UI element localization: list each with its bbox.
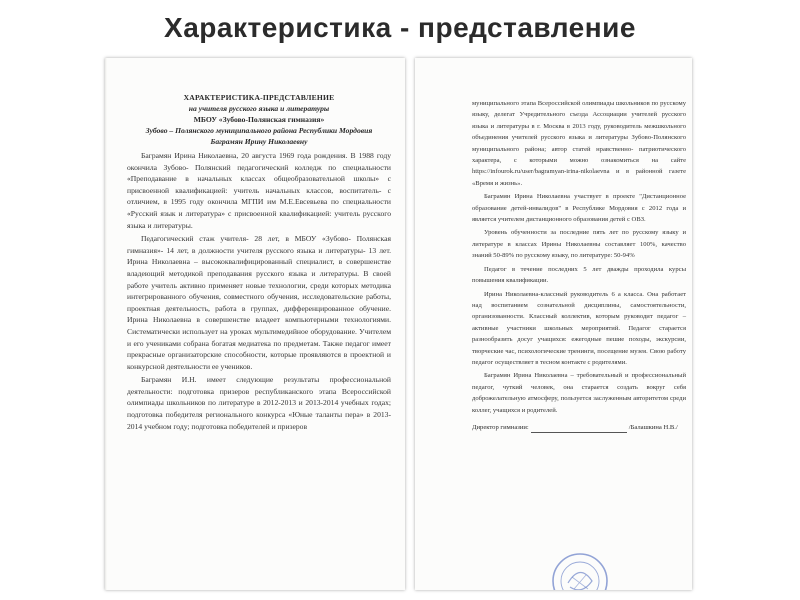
document-page-left (105, 58, 405, 590)
district-name: Зубово – Полянского муниципального района Республики Мордовия (145, 126, 373, 135)
right-page-content (472, 98, 686, 433)
document-subheading: на учителя русского языка и литературы (188, 104, 330, 113)
slide-title: Характеристика - представление (164, 12, 636, 43)
paragraph-results: Баграмян И.Н. имеет следующие результаты профессиональной деятельности: подготовка призеров республиканского этапа Всероссийской олимпиады школьников по литературе в 2012-2013 и 2013-2014 учебных годах; подготовка победителя регионального конкурса «Юные таланты пера» в 2013-2014 учебном году; подготовка победителей и призеров (127, 375, 391, 431)
left-page-content (127, 92, 391, 434)
paragraph-biography: Баграмян Ирина Николаевна, 20 августа 1969 года рождения. В 1988 году окончила Зубово- Полянский педагогический колледж по специальности «Преподавание в начальных классах общеобразовательной школы» с присвоенной квалификацией: учитель начальных классов, воспитатель- с отличием, в 1995 году окончила МГПИ им М.Е.Евсевьева по специальности «Русский язык и литература» с присвоенной квалификацией: учитель русского языка и литературы. (127, 151, 391, 230)
school-name: МБОУ «Зубово-Полянская гимназия» (193, 115, 325, 124)
paragraph-qualification: Педагог в течение последних 5 лет дважды проходила курсы повышения квалификации. (472, 265, 686, 285)
teacher-name: Баграмян Ирину Николаевну (210, 137, 308, 146)
paragraph-distance-education: Баграмян Ирина Николаевна участвует в проекте "Дистанционное образование детей-инвалидов" в Республике Мордовия с 2012 года и является учителем дистанционного образования детей с ОВЗ. (472, 193, 686, 224)
paragraph-conclusion: Баграмян Ирина Николаевна – требовательный и профессиональный педагог, чуткий человек, она старается создать вокруг себя доброжелательную атмосферу, пользуется заслуженным авторитетом среди коллег, учащихся и родителей. (472, 372, 686, 414)
document-heading: ХАРАКТЕРИСТИКА-ПРЕДСТАВЛЕНИЕ (183, 93, 335, 102)
signature-line (531, 432, 627, 433)
paragraph-experience: Педагогический стаж учителя- 28 лет, в МБОУ «Зубово- Полянская гимназия»- 14 лет, в должности учителя русского языка и литературы- 13 лет. Ирина Николаевна – высококвалифицированный специалист, в совершенстве владеющий методикой преподавания русского языка и литературы. В своей работе учитель активно применяет новые технологии, среди которых методика интегрированного обучения, совместного обучения, исследовательские работы, проектная деятельность, работа в группах, дифференцированное обучение. Ирина Николаевна в совершенстве владеет компьютерными технологиями. Систематически использует на уроках мультимедийное оборудование. Учителем и его учениками собрана богатая медиатека по предметам. Также педагог имеет прекрасные организаторские способности, которые проявляются в проектной и конкурсной деятельности ее учеников. (127, 234, 391, 371)
signature-row (472, 422, 686, 433)
paragraph-continuation: муниципального этапа Всероссийской олимпиады школьников по русскому языку, делегат Учредительного съезда Ассоциации учителей русского языка и литературы в г. Москва в 2013 году, руководитель межшкольного объединения учителей русского языка и литературы Зубово-Полянского муниципального района; автор статей нравственно- патриотического характера, с которыми можно ознакомиться на сайте https://infourok.ru/user/bagramyan-irina-nikolaevna и в районной газете «Время и жизнь». (472, 100, 686, 187)
signature-label: Директор гимназии: (472, 423, 529, 431)
seal-stamp-icon (550, 551, 610, 590)
paragraph-class-teacher: Ирина Николаевна-классный руководитель 6 а класса. Она работает над воспитанием сознательной дисциплины, самостоятельности, организованности. Классный коллектив, которым руководит педагог – активные участники школьных мероприятий. Педагог старается разнообразить досуг учащихся: ежегодные пешие походы, экскурсии, творческие час, психологические тренинги, посещение музея. Свою работу педагог осуществляет в тесном контакте с родителями. (472, 290, 686, 366)
paragraph-performance: Уровень обученности за последние пять лет по русскому языку и литературе в классах Ирины Николаевны составляет 100%, качество знаний 50-89% по русскому языку, по литературе: 50-94% (472, 229, 686, 260)
signature-name: /Балашкина Н.В./ (628, 423, 678, 431)
document-page-right (415, 58, 692, 590)
